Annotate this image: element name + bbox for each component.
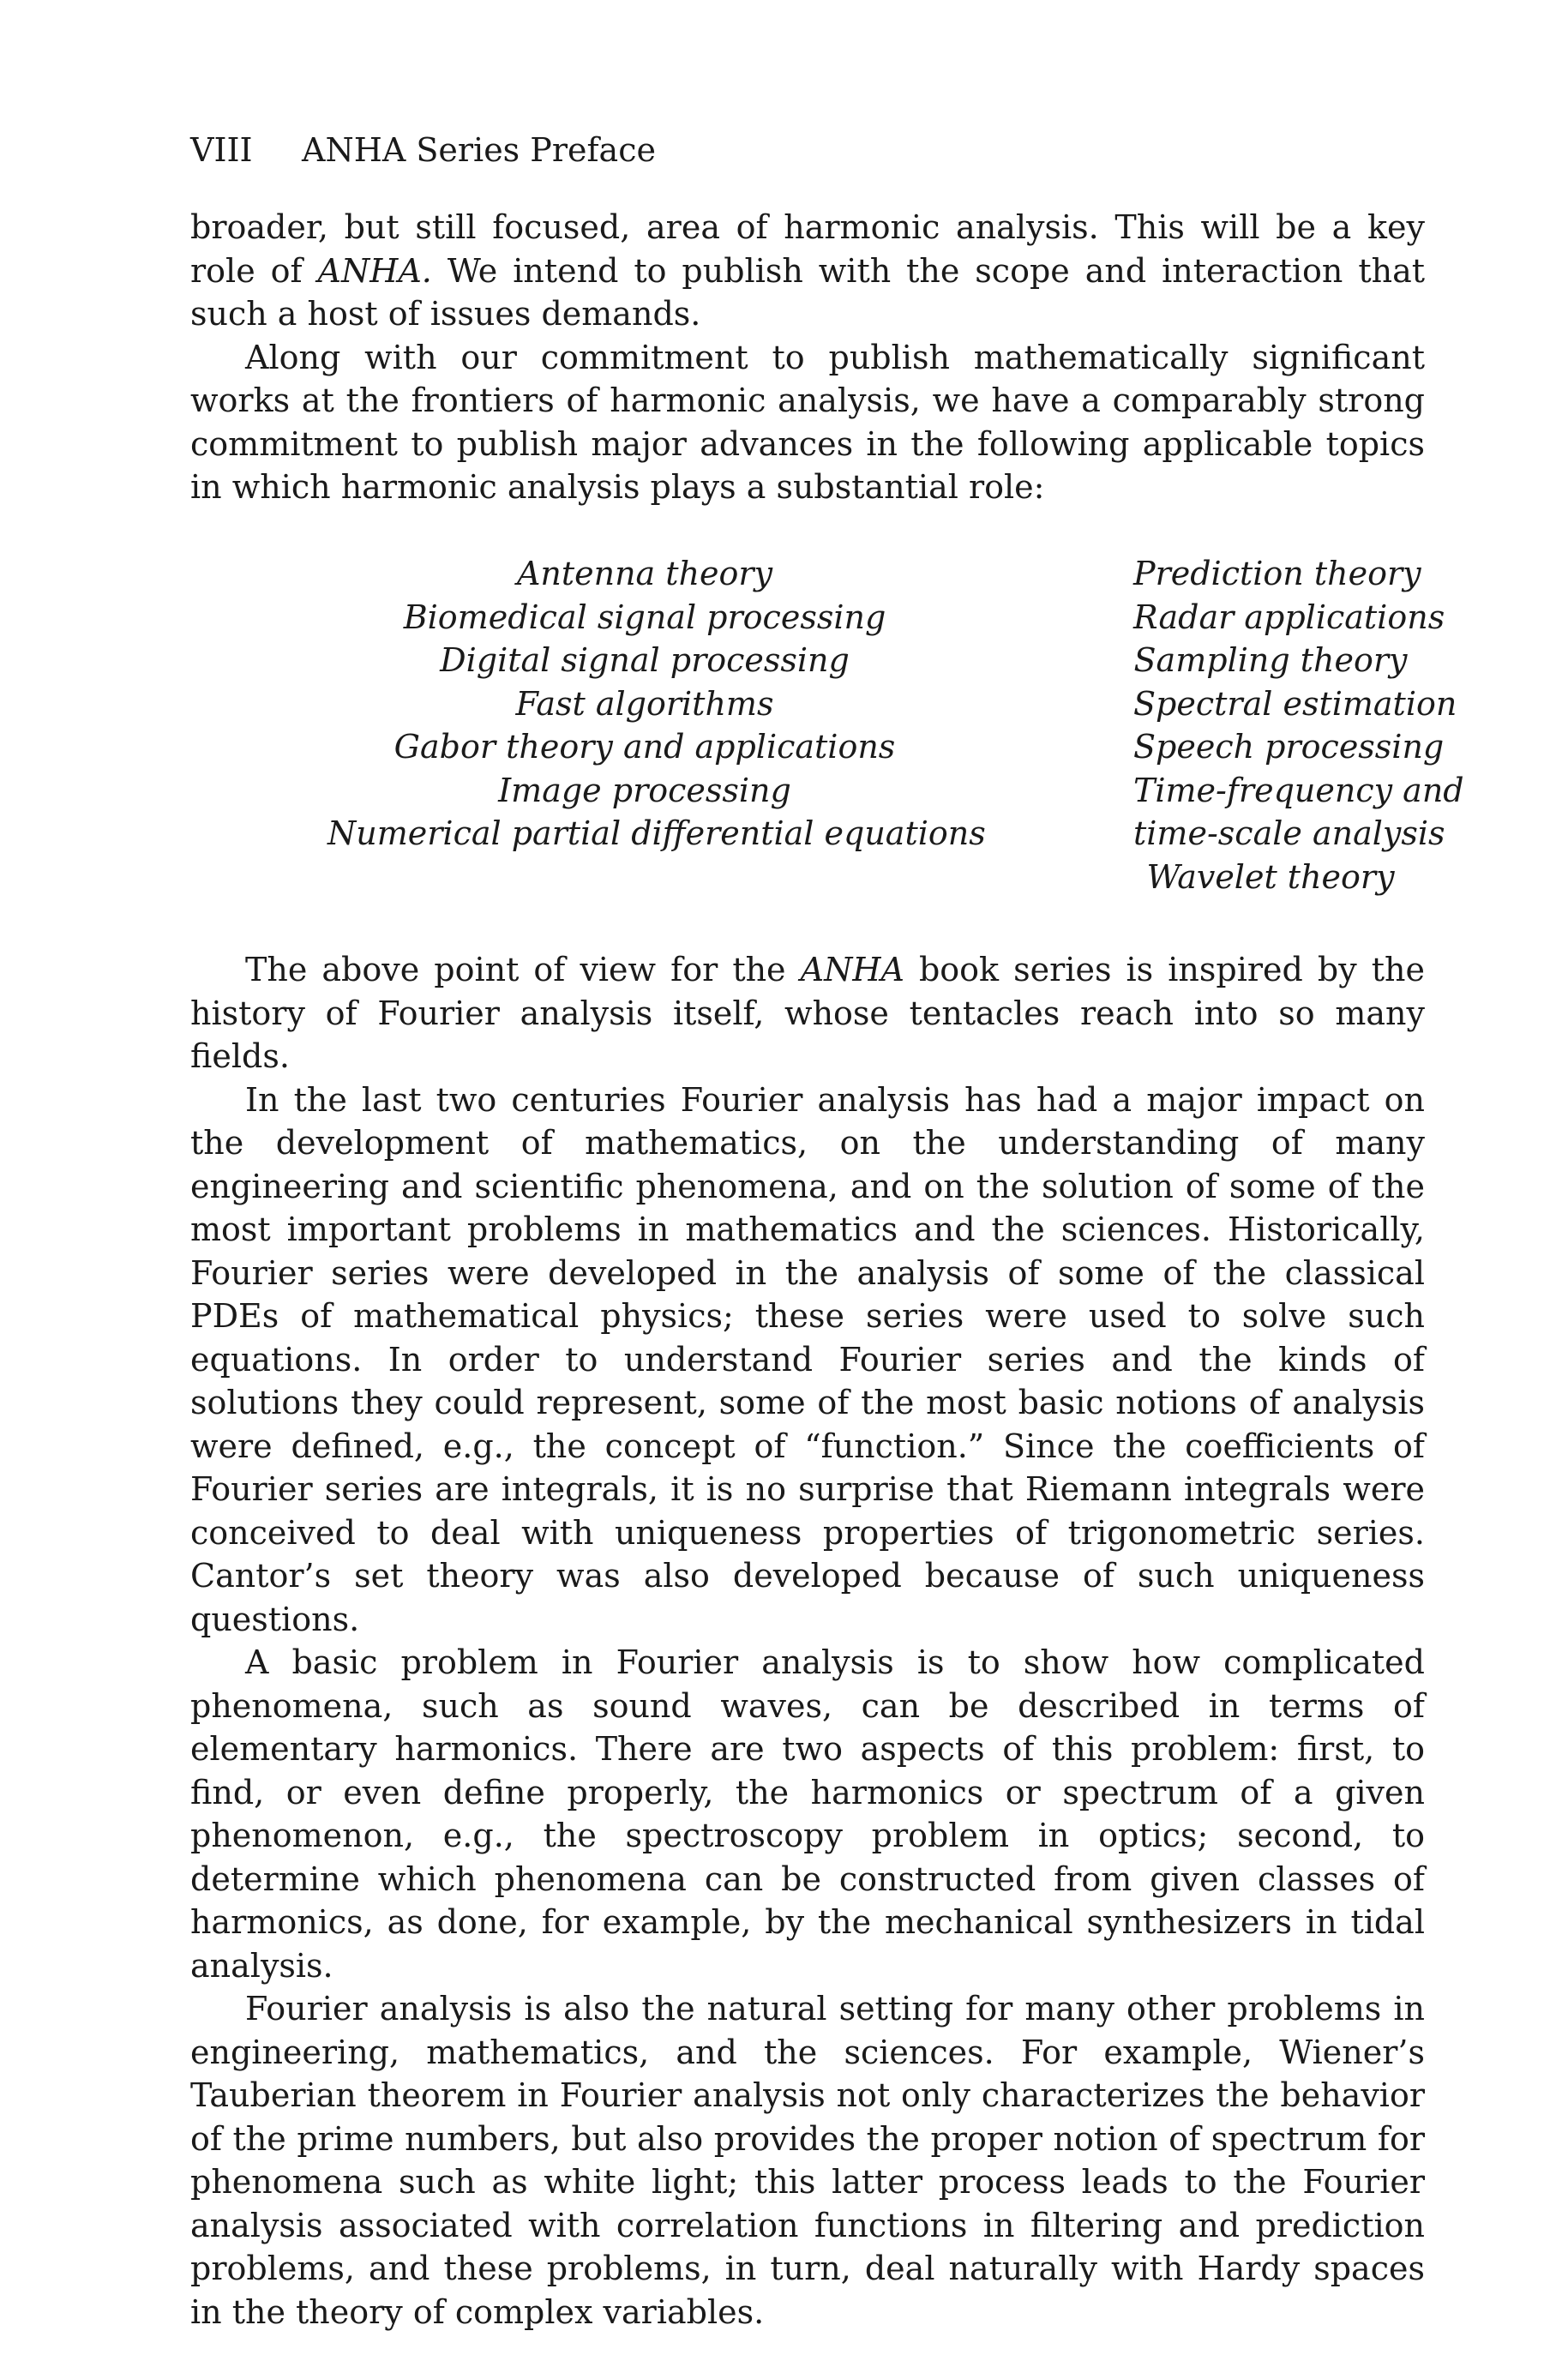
page-number: VIII bbox=[190, 131, 253, 169]
topic-item: Spectral estimation bbox=[1133, 684, 1457, 723]
text-block-bottom bbox=[190, 948, 1425, 2334]
topic-item: Image processing bbox=[498, 771, 791, 809]
text-block-top bbox=[190, 206, 1425, 509]
topic-item: Time-frequency and bbox=[1133, 771, 1464, 809]
topic-item: Digital signal processing bbox=[440, 641, 850, 679]
anha-emphasis: ANHA bbox=[800, 951, 904, 988]
paragraph-2: Along with our commitment to publish mathematically significant works at the frontiers of harmonic analysis, we have a comparably strong commitment to publish major advances in the following applicable topics in which harmonic analysis plays a substantial role: bbox=[190, 338, 1425, 506]
topic-item: Fast algorithms bbox=[515, 684, 774, 723]
topic-item: time-scale analysis bbox=[1133, 814, 1445, 852]
topic-item: Prediction theory bbox=[1133, 555, 1421, 592]
paragraph-3 bbox=[190, 948, 1425, 1078]
paragraph-5: A basic problem in Fourier analysis is to show how complicated phenomena, such as sound waves, can be described in terms of elementary harmonics. There are two aspects of this problem: first, to find, or even define properly, the harmonics or spectrum of a given phenomenon, e.g., the spectroscopy problem in optics; second, to determine which phenomena can be constructed from given classes of harmonics, as done, for example, by the mechanical synthesizers in tidal analysis. bbox=[190, 1643, 1425, 1985]
paragraph-6: Fourier analysis is also the natural setting for many other problems in engineering, mathematics, and the sciences. For example, Wiener’s Tauberian theorem in Fourier analysis not only characterizes the behavior of the prime numbers, but also provides the proper notion of spectrum for phenomena such as white light; this latter process leads to the Fourier analysis associated with correlation functions in filtering and prediction problems, and these problems, in turn, deal naturally with Hardy spaces in the theory of complex variables. bbox=[190, 1990, 1425, 2331]
topic-item: Gabor theory and applications bbox=[394, 728, 896, 766]
running-header bbox=[190, 129, 1425, 171]
paragraph-3-text-b: book series is inspired by the history of Fourier analysis itself, whose tentacles reach into so many fields. bbox=[190, 951, 1425, 1075]
paragraph-4: In the last two centuries Fourier analysis has had a major impact on the development of mathematics, on the understanding of many engineering and scientific phenomena, and on the solution of some of the most important problems in mathematics and the sciences. Historically, Fourier series were developed in the analysis of some of the classical PDEs of mathematical physics; these series were used to solve such equations. In order to understand Fourier series and the kinds of solutions they could represent, some of the most basic notions of analysis were defined, e.g., the concept of “function.” Since the coefficients of Fourier series are integrals, it is no surprise that Riemann integrals were conceived to deal with uniqueness properties of trigonometric series. Cantor’s set theory was also developed because of such uniqueness questions. bbox=[190, 1080, 1425, 1638]
paragraph-1-text-a: broader, but still focused, area of harmonic analysis. This will be a key role of bbox=[190, 208, 1425, 290]
running-title: ANHA Series Preface bbox=[302, 131, 656, 169]
topic-item: Wavelet theory bbox=[1146, 857, 1395, 896]
topic-item: Speech processing bbox=[1133, 728, 1445, 766]
paragraph-3-text-a: The above point of view for the bbox=[245, 951, 801, 988]
topics-list bbox=[190, 552, 1464, 912]
topics-left-column bbox=[327, 552, 986, 856]
anha-emphasis: ANHA. bbox=[317, 251, 432, 290]
topic-item: Biomedical signal processing bbox=[403, 598, 886, 636]
topic-item: Antenna theory bbox=[516, 555, 773, 592]
topic-item: Numerical partial differential equations bbox=[327, 814, 986, 852]
topics-right-column bbox=[1133, 552, 1464, 898]
paragraph-1 bbox=[190, 206, 1425, 336]
topic-item: Radar applications bbox=[1133, 598, 1445, 636]
paragraph-1-text-b: We intend to publish with the scope and interaction that such a host of issues demands. bbox=[190, 251, 1425, 333]
topic-item: Sampling theory bbox=[1133, 641, 1408, 679]
